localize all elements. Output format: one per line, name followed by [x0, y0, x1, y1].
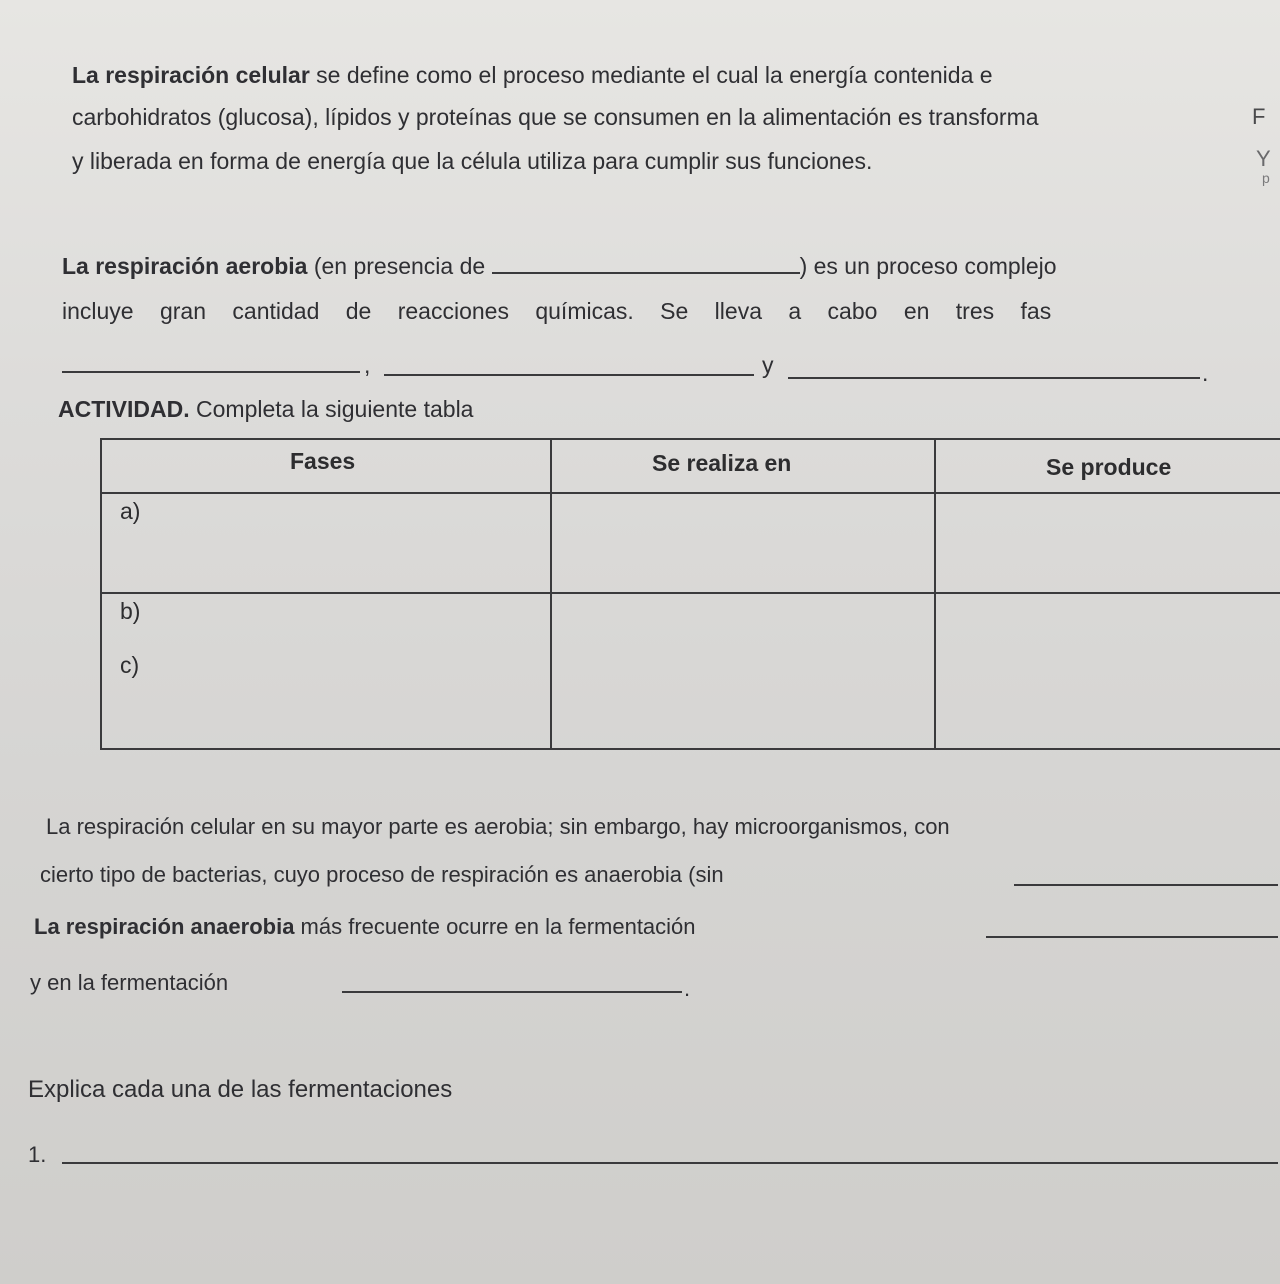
- activity-heading: [58, 396, 473, 423]
- phase-comma: ,: [364, 352, 371, 378]
- table-row-label-b: b): [120, 598, 141, 624]
- paragraph3-line1: La respiración celular en su mayor parte es aerobia; sin embargo, hay microorganismos, con: [46, 814, 950, 839]
- blank-phase-1[interactable]: [62, 371, 360, 373]
- phases-table: [100, 438, 1280, 750]
- table-row-label-c: c): [120, 652, 140, 678]
- paragraph3-line2: [40, 862, 724, 888]
- table-header-fases: Fases: [290, 448, 356, 474]
- activity-text: Completa la siguiente tabla: [189, 396, 474, 422]
- phase-y: y: [762, 352, 774, 378]
- paragraph1-line2: carbohidratos (glucosa), lípidos y proteínas que se consumen en la alimentación es transforma: [72, 104, 1039, 130]
- paragraph3-line3-text: más frecuente ocurre en la fermentación: [294, 914, 696, 939]
- blank-fermentation-2[interactable]: [342, 991, 682, 993]
- paragraph1-line1-text: se define como el proceso mediante el cual la energía contenida e: [309, 62, 993, 88]
- paragraph2-line1-mid: (en presencia de: [307, 253, 492, 279]
- blank-oxygen[interactable]: [492, 252, 800, 274]
- table-row-label-a: a): [120, 498, 141, 524]
- paragraph3-line2-text: cierto tipo de bacterias, cuyo proceso de respiración es anaerobia (sin: [40, 862, 724, 887]
- table-cell-a-se-realiza[interactable]: [552, 494, 934, 592]
- phase-period: .: [1202, 360, 1209, 386]
- explain-title: Explica cada una de las fermentaciones: [28, 1076, 453, 1103]
- paragraph1-line3: y liberada en forma de energía que la célula utiliza para cumplir sus funciones.: [72, 148, 873, 174]
- margin-glyph-p: p: [1262, 170, 1270, 186]
- explain-item-1-answer-line[interactable]: [62, 1162, 1278, 1164]
- paragraph3-line4-period: .: [684, 976, 691, 1001]
- blank-phase-3[interactable]: [788, 377, 1200, 379]
- paragraph1-bold-lead: La respiración celular: [72, 62, 310, 88]
- margin-glyph-f: F: [1252, 104, 1266, 129]
- table-header-se-produce: Se produce: [1046, 454, 1172, 480]
- paragraph2-bold-lead: La respiración aerobia: [62, 253, 308, 279]
- blank-anaerobic-oxygen[interactable]: [1014, 884, 1278, 886]
- paragraph2-line1-end: ) es un proceso complejo: [799, 253, 1057, 279]
- activity-bold-lead: ACTIVIDAD.: [58, 396, 190, 422]
- paragraph2-line1: [62, 252, 1057, 280]
- paragraph3-line3: [34, 914, 696, 940]
- paragraph3-bold-lead: La respiración anaerobia: [34, 914, 295, 939]
- paragraph2-line2: incluye gran cantidad de reacciones químicas. Se lleva a cabo en tres fas: [62, 298, 1052, 324]
- explain-item-1-number: 1.: [28, 1142, 47, 1167]
- paragraph1-line1: [72, 62, 993, 89]
- margin-glyph-y: Y: [1256, 146, 1271, 171]
- table-bottom-border: [100, 748, 1280, 750]
- blank-fermentation-1[interactable]: [986, 936, 1278, 938]
- table-header-se-realiza-en: Se realiza en: [652, 450, 792, 476]
- paragraph3-line4: y en la fermentación: [30, 970, 229, 995]
- blank-phase-2[interactable]: [384, 374, 754, 376]
- table-cell-bc-se-realiza[interactable]: [552, 594, 934, 748]
- table-cell-a-se-produce[interactable]: [936, 494, 1280, 592]
- table-cell-bc-se-produce[interactable]: [936, 594, 1280, 748]
